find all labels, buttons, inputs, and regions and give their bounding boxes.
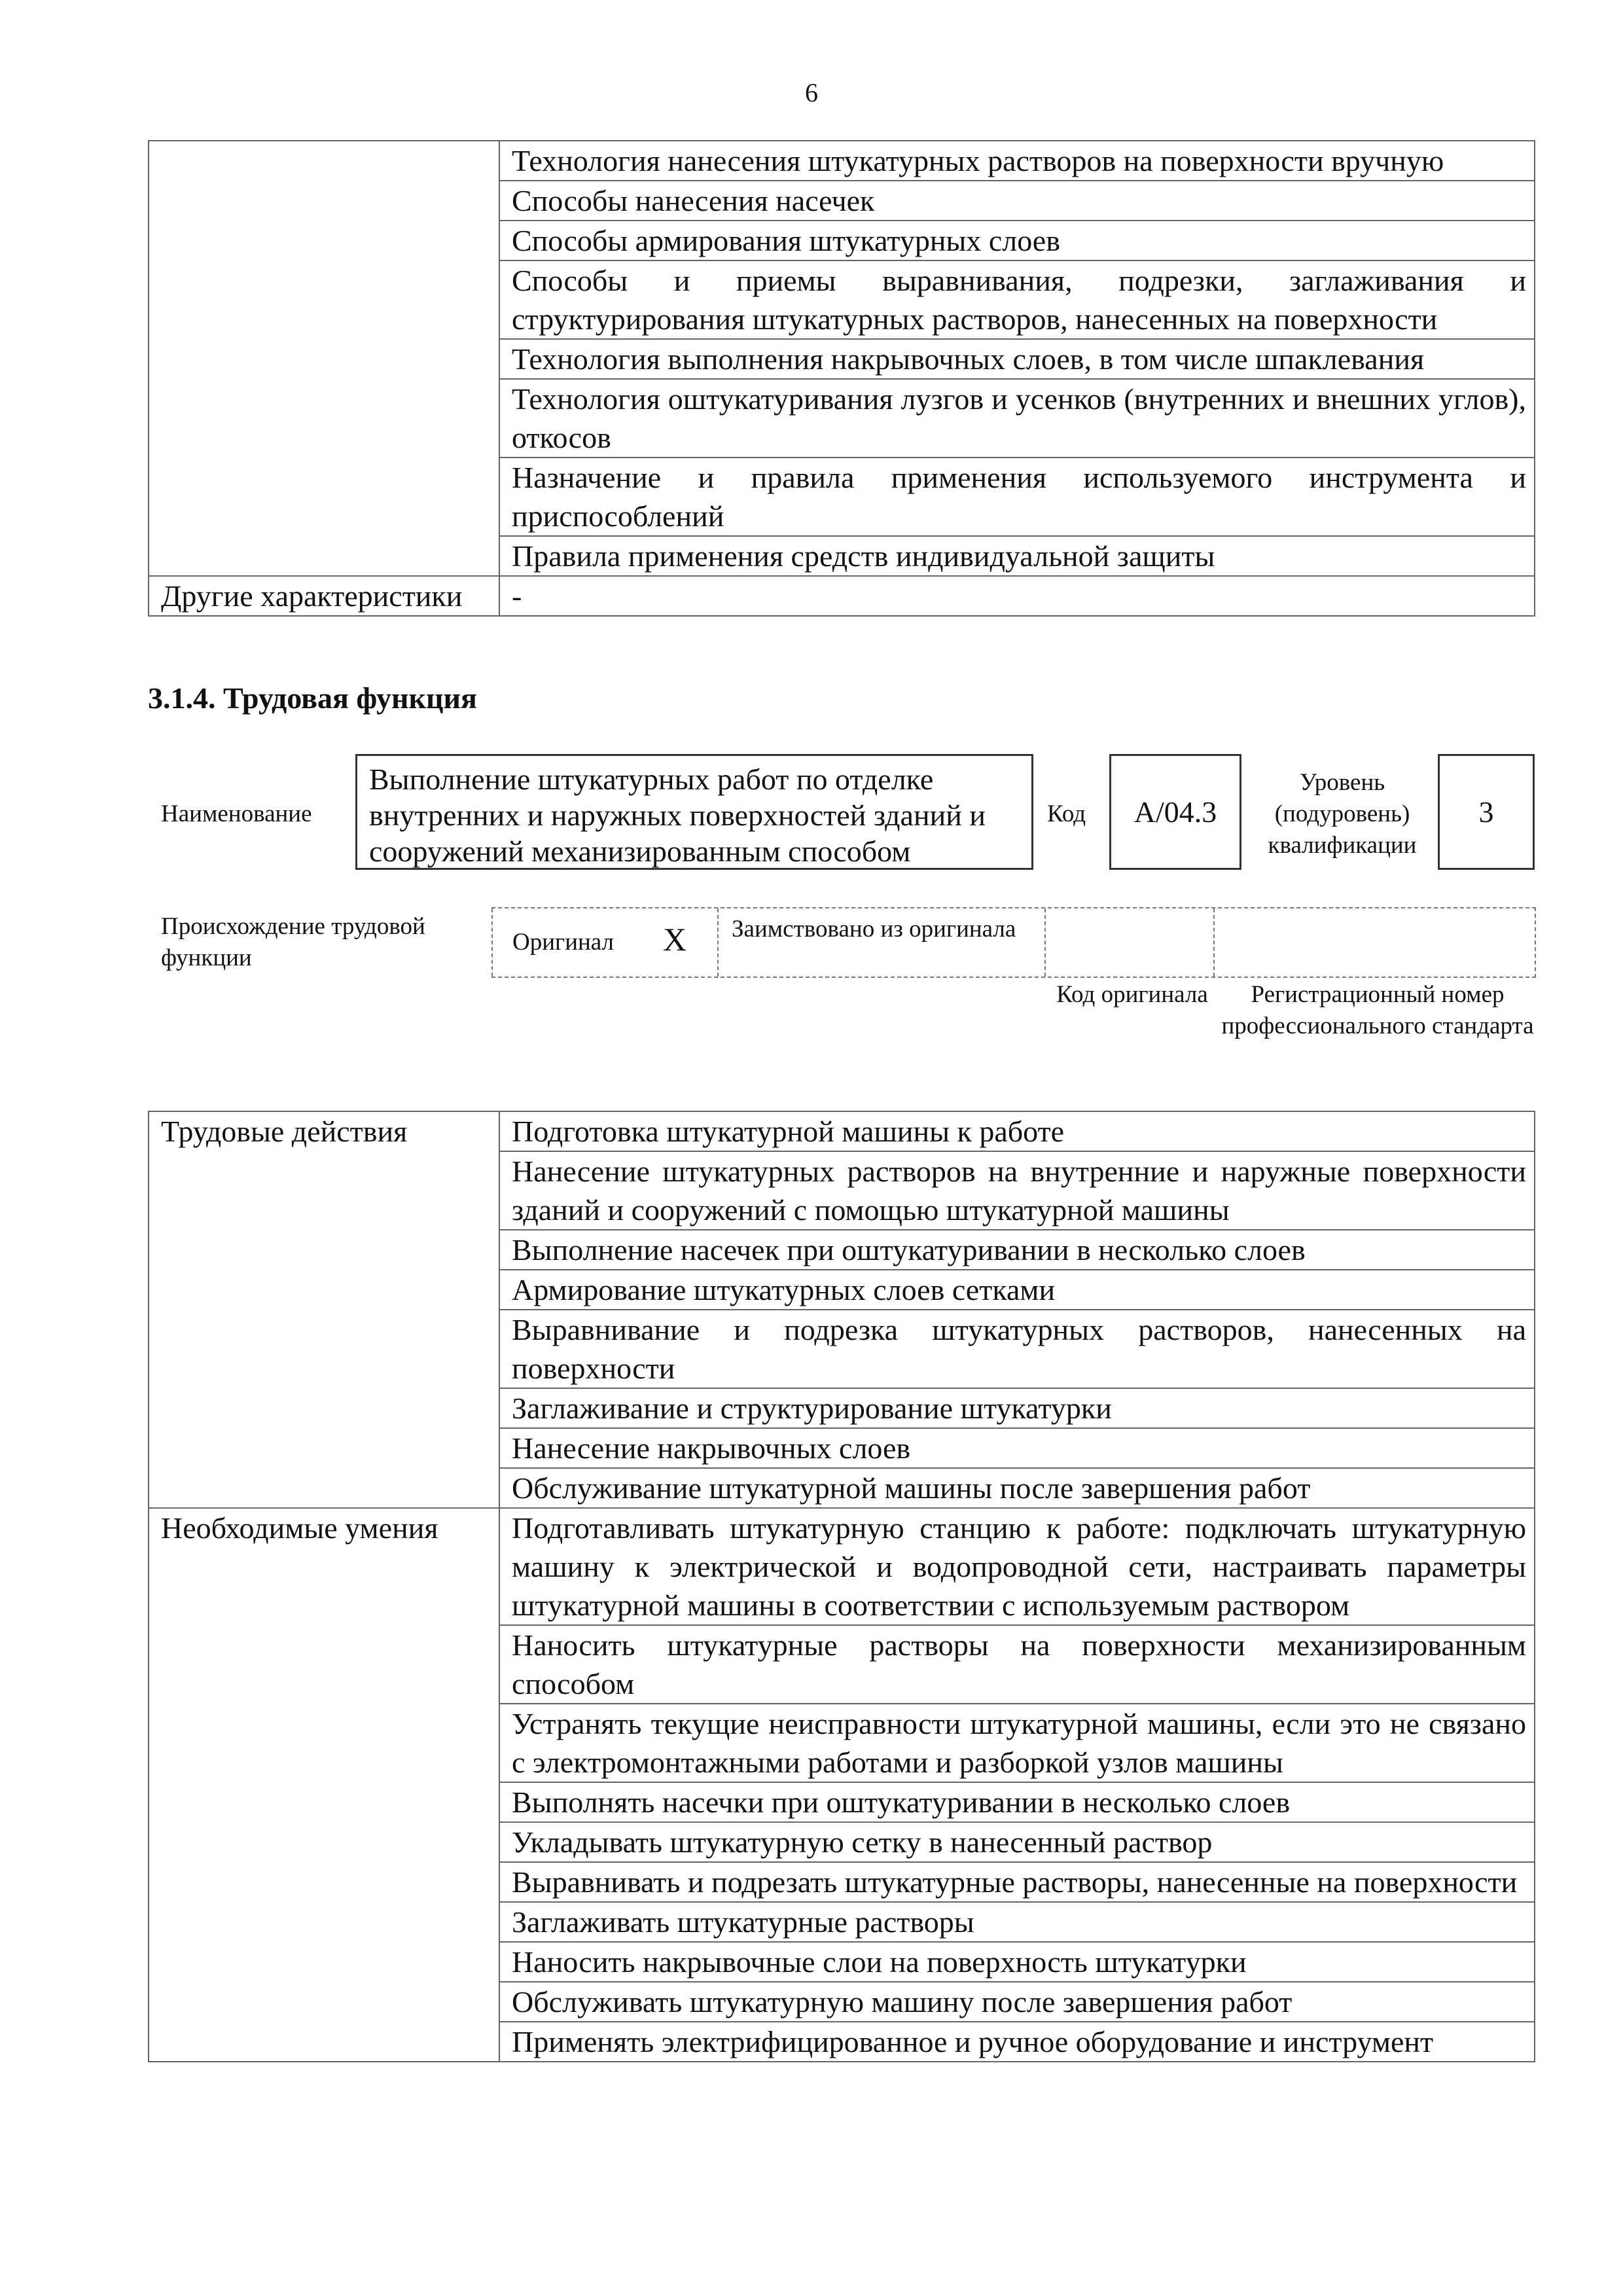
section-heading: 3.1.4. Трудовая функция — [148, 681, 477, 715]
qualification-level-box: 3 — [1438, 754, 1535, 870]
borrowed-cell — [717, 908, 1044, 977]
knowledge-group-cell — [149, 141, 499, 576]
code-original-cell — [1044, 908, 1213, 977]
reg-number-cell — [1213, 908, 1535, 977]
labor-action-row-text: Выравнивание и подрезка штукатурных растворов, нанесенных на поверхности — [499, 1310, 1535, 1388]
knowledge-row-text: Способы и приемы выравнивания, подрезки, заглаживания и структурирования штукатурных растворов, нанесенных на поверхности — [499, 260, 1535, 339]
labor-action-row-text: Нанесение накрывочных слоев — [499, 1428, 1535, 1468]
labor-function-table — [148, 1111, 1535, 2062]
labor-action-row-text: Подготовка штукатурной машины к работе — [499, 1111, 1535, 1151]
skill-row-text: Применять электрифицированное и ручное оборудование и инструмент — [499, 2022, 1535, 2062]
skills-label: Необходимые умения — [149, 1508, 499, 2062]
labor-action-row-text: Заглаживание и структурирование штукатурки — [499, 1388, 1535, 1428]
function-name-box: Выполнение штукатурных работ по отделке внутренних и наружных поверхностей зданий и сооружений механизированным способом — [355, 754, 1033, 870]
skill-row-text: Наносить накрывочные слои на поверхность штукатурки — [499, 1942, 1535, 1982]
other-characteristics-row — [149, 576, 1535, 616]
knowledge-row-text: Правила применения средств индивидуальной защиты — [499, 536, 1535, 576]
knowledge-row-text: Назначение и правила применения используемого инструмента и приспособлений — [499, 457, 1535, 536]
skill-row-text: Устранять текущие неисправности штукатурной машины, если это не связано с электромонтажными работами и разборкой узлов машины — [499, 1704, 1535, 1782]
skill-row — [149, 1508, 1535, 1625]
knowledge-row-text: Способы нанесения насечек — [499, 181, 1535, 221]
knowledge-row-text: Способы армирования штукатурных слоев — [499, 221, 1535, 260]
original-cell — [491, 908, 717, 977]
skill-row-text: Укладывать штукатурную сетку в нанесенный раствор — [499, 1822, 1535, 1862]
reg-number-caption: Регистрационный номер профессионального стандарта — [1221, 981, 1534, 1039]
knowledge-table-continued — [148, 140, 1535, 617]
skill-row-text: Подготавливать штукатурную станцию к работе: подключать штукатурную машину к электрической и водопроводной сети, настраивать параметры штукатурной машины в соответствии с используемым раствором — [499, 1508, 1535, 1625]
name-label: Наименование — [161, 800, 312, 827]
origin-label: Происхождение трудовой функции — [161, 913, 425, 971]
code-label: Код — [1047, 800, 1086, 827]
original-mark: X — [663, 921, 687, 958]
skill-row-text: Наносить штукатурные растворы на поверхности механизированным способом — [499, 1625, 1535, 1704]
code-original-caption: Код оригинала — [1056, 981, 1208, 1008]
labor-actions-label: Трудовые действия — [149, 1111, 499, 1508]
skill-row-text: Выравнивать и подрезать штукатурные растворы, нанесенные на поверхности — [499, 1862, 1535, 1902]
labor-action-row — [149, 1111, 1535, 1151]
knowledge-row-text: Технология выполнения накрывочных слоев, в том числе шпаклевания — [499, 339, 1535, 379]
other-characteristics-label: Другие характеристики — [149, 576, 499, 616]
function-code-box: A/04.3 — [1109, 754, 1241, 870]
knowledge-row — [149, 141, 1535, 181]
qualification-level-label: Уровень (подуровень) квалификации — [1268, 769, 1417, 859]
skill-row-text: Выполнять насечки при оштукатуривании в несколько слоев — [499, 1782, 1535, 1822]
labor-action-row-text: Выполнение насечек при оштукатуривании в несколько слоев — [499, 1230, 1535, 1270]
knowledge-row-text: Технология оштукатуривания лузгов и усенков (внутренних и внешних углов), откосов — [499, 379, 1535, 457]
knowledge-row-text: Технология нанесения штукатурных растворов на поверхности вручную — [499, 141, 1535, 181]
labor-action-row-text: Армирование штукатурных слоев сетками — [499, 1270, 1535, 1310]
other-characteristics-row-text: - — [499, 576, 1535, 616]
labor-action-row-text: Нанесение штукатурных растворов на внутренние и наружные поверхности зданий и сооружений с помощью штукатурной машины — [499, 1151, 1535, 1230]
origin-row — [491, 907, 1536, 978]
skill-row-text: Обслуживать штукатурную машину после завершения работ — [499, 1982, 1535, 2022]
borrowed-label: Заимствовано из оригинала — [732, 916, 1016, 942]
original-label: Оригинал — [512, 929, 615, 956]
skill-row-text: Заглаживать штукатурные растворы — [499, 1902, 1535, 1942]
page-number: 6 — [805, 78, 818, 107]
labor-action-row-text: Обслуживание штукатурной машины после завершения работ — [499, 1468, 1535, 1508]
